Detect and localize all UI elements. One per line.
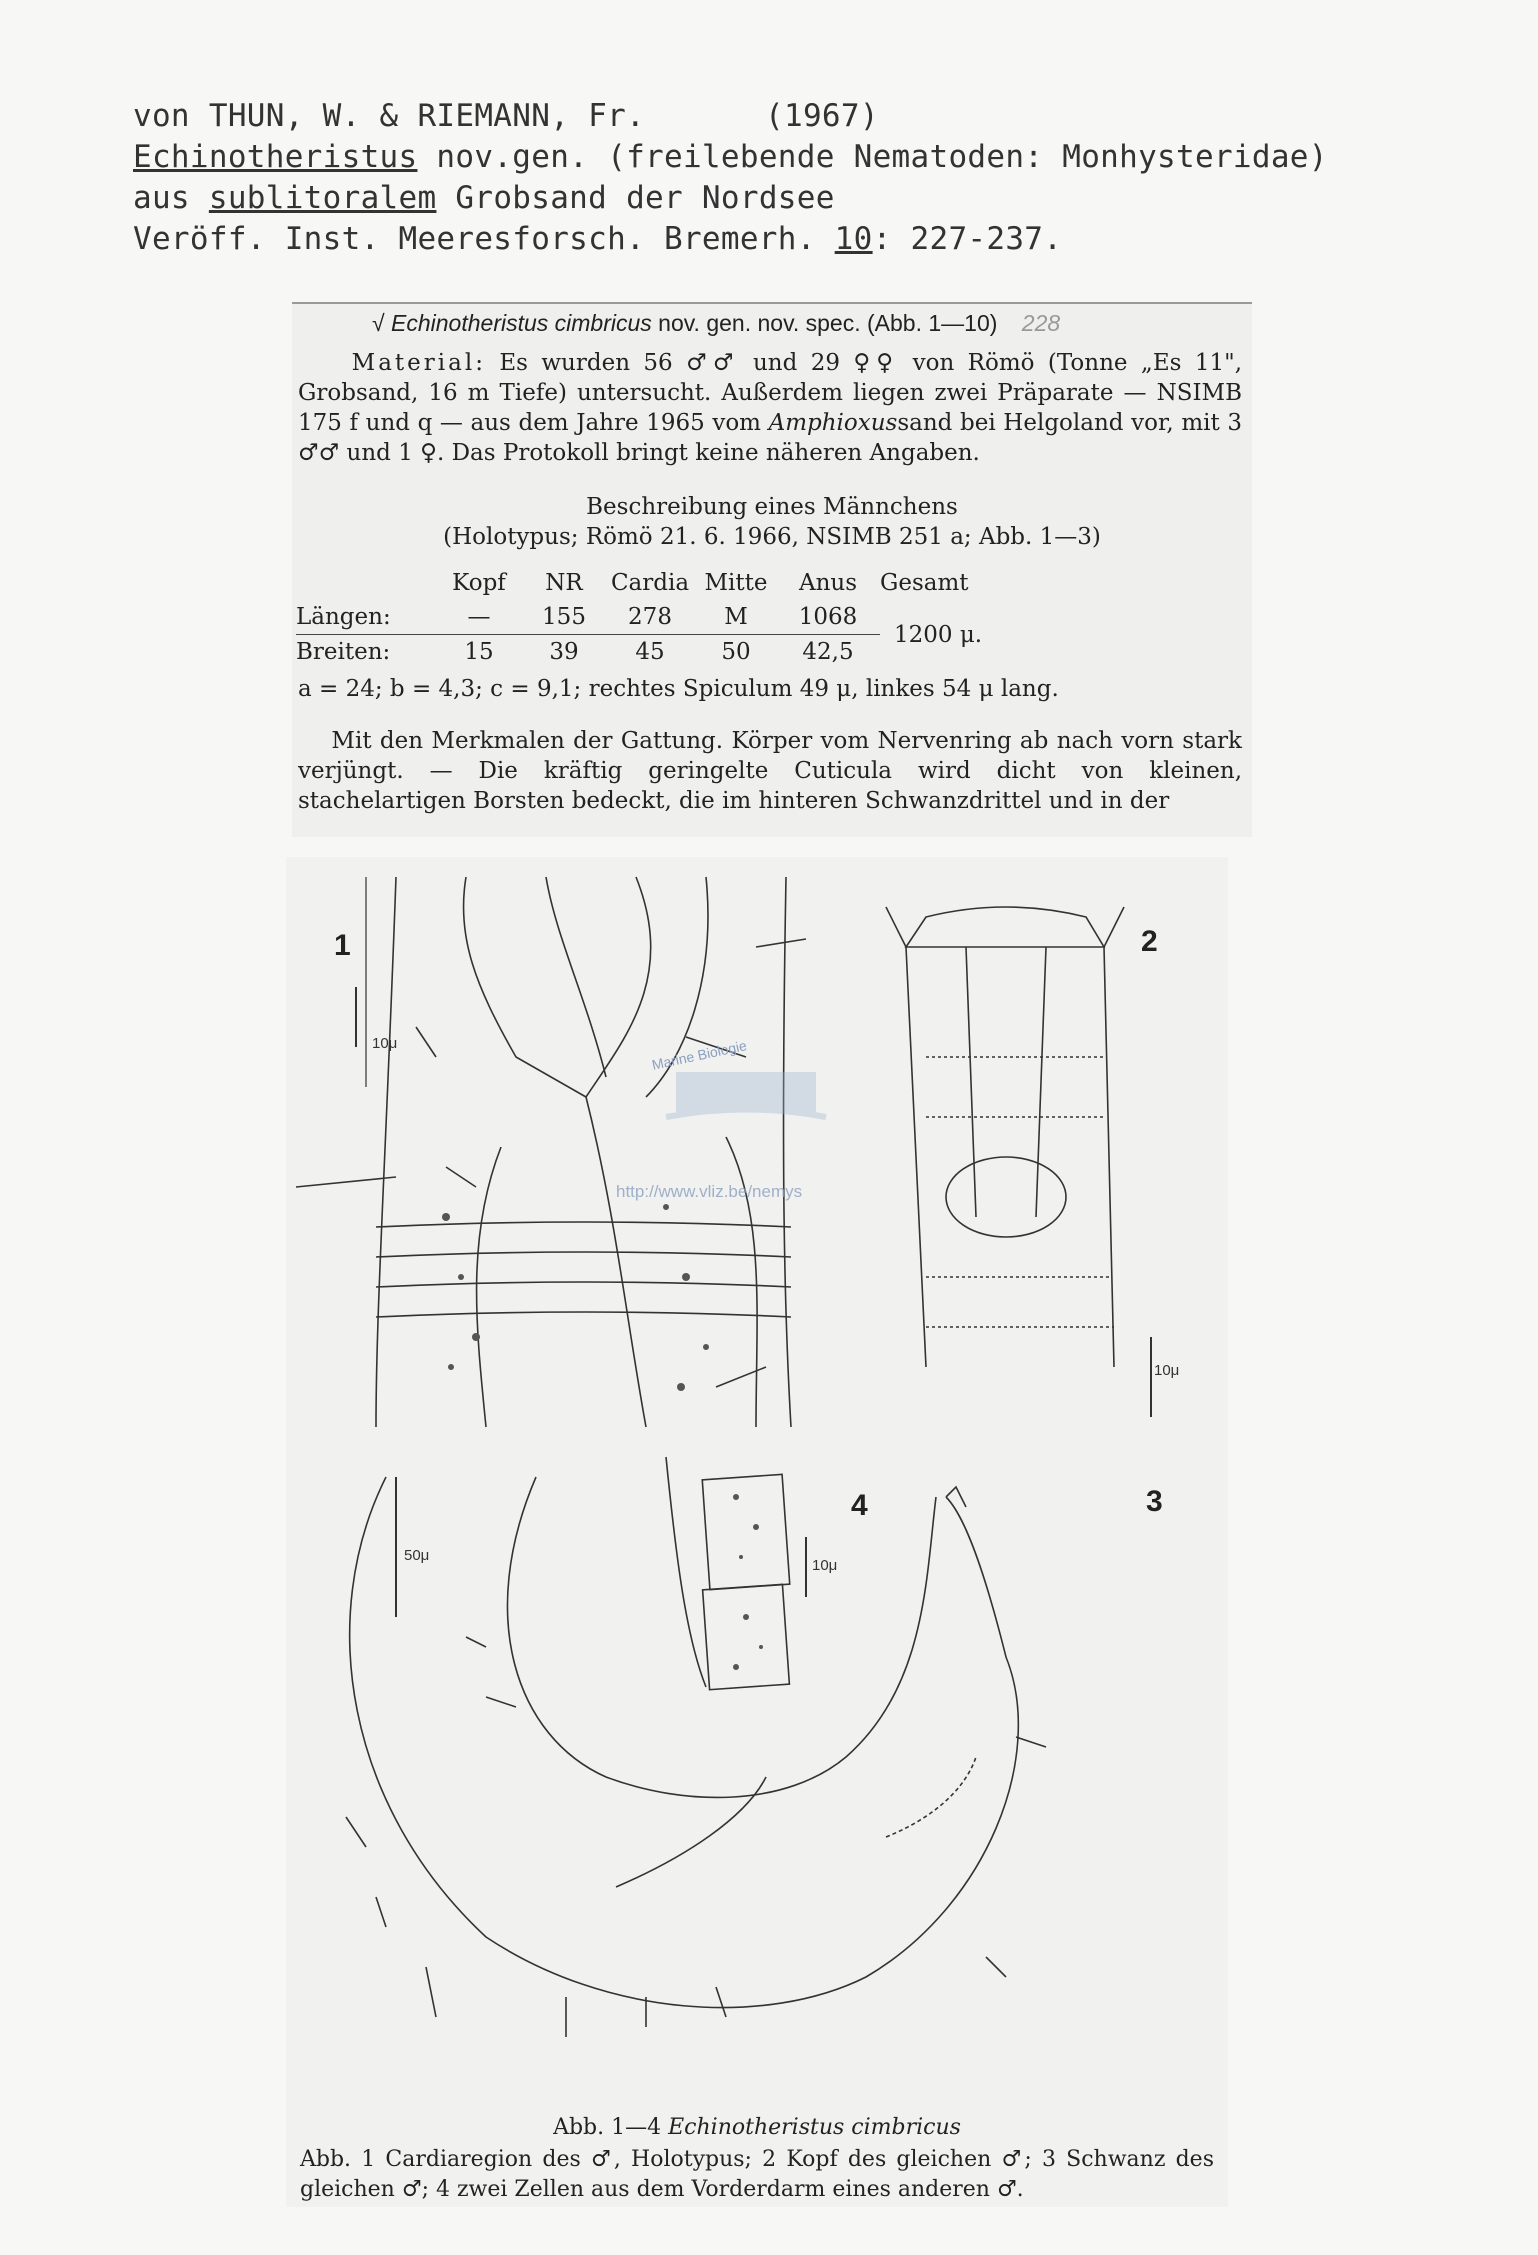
page-note: 228 <box>1021 310 1061 336</box>
line3-pre: aus <box>133 180 209 216</box>
figure-plate <box>286 857 1228 2207</box>
species-heading <box>372 308 1242 338</box>
description-title: Beschreibung eines Männchens <box>586 494 958 520</box>
reference-line-1 <box>133 96 1328 137</box>
header-anus: Anus <box>798 570 858 596</box>
figure-3-drawing <box>346 1477 1046 2037</box>
reference-line-2 <box>133 137 1328 178</box>
figure-2-drawing <box>886 907 1151 1417</box>
reference-header <box>133 96 1328 260</box>
figure-caption-title <box>300 2113 1214 2143</box>
header-nr: NR <box>545 570 583 596</box>
ratios-formula: a = 24; b = 4,3; c = 9,1; rechtes Spiculum 49 μ, linkes 54 μ lang. <box>298 676 1059 702</box>
description-subtitle: (Holotypus; Römö 21. 6. 1966, NSIMB 251 a; Abb. 1—3) <box>443 524 1101 550</box>
row-label: Breiten: <box>296 639 391 665</box>
scale-label-fig3: 50μ <box>404 1547 430 1564</box>
table-header-row <box>296 566 990 600</box>
header-cardia: Cardia <box>610 570 690 596</box>
table-cell: M <box>724 604 748 630</box>
table-cell: 1068 <box>798 604 858 630</box>
figure-label-4: 4 <box>851 1489 868 1522</box>
article-excerpt <box>292 302 1252 837</box>
line3-underlined: sublitoralem <box>208 180 437 216</box>
scale-label-fig2: 10μ <box>1154 1362 1180 1379</box>
scale-label-fig1: 10μ <box>372 1035 398 1052</box>
table-cell: 45 <box>635 639 665 665</box>
figure-4-drawing <box>666 1457 806 1690</box>
figure-label-3: 3 <box>1146 1485 1163 1518</box>
authors: von THUN, W. & RIEMANN, Fr. <box>133 98 646 134</box>
figure-1-drawing <box>296 877 806 1427</box>
measurement-table <box>296 566 990 669</box>
table-row <box>296 600 990 635</box>
table-cell: 39 <box>549 639 579 665</box>
caption-species: Echinotheristus cimbricus <box>668 2115 961 2140</box>
description-paragraph <box>298 726 1242 816</box>
header-kopf: Kopf <box>452 570 506 596</box>
caption-title: Abb. 1—4 <box>553 2115 669 2140</box>
watermark-text: Marine Biologie <box>650 1037 749 1073</box>
scale-label-fig4: 10μ <box>812 1557 838 1574</box>
total-length: 1200 μ. <box>894 621 983 648</box>
figure-label-2: 2 <box>1141 925 1158 958</box>
table-cell: 278 <box>628 604 672 630</box>
title-rest: nov.gen. (freilebende Nematoden: Monhysteridae) <box>417 139 1328 175</box>
table-cell: 155 <box>542 604 586 630</box>
volume: 10 <box>834 221 873 257</box>
reference-line-3 <box>133 178 1328 219</box>
year: (1967) <box>765 98 879 134</box>
genus-title: Echinotheristus <box>133 139 418 175</box>
figure-stippling <box>442 1204 763 1670</box>
description-text: Mit den Merkmalen der Gattung. Körper vom Nervenring ab nach vorn stark verjüngt. — Die kräftig geringelte Cuticula wird dicht von kleinen, stachelartigen Borsten bedeckt, die im hinteren Schwanzdrittel und in der <box>298 728 1242 814</box>
watermark-url: http://www.vliz.be/nemys <box>616 1182 803 1201</box>
check-mark: √ <box>372 310 385 336</box>
species-name: Echinotheristus cimbricus <box>391 310 652 336</box>
species-suffix: nov. gen. nov. spec. (Abb. 1—10) <box>651 310 998 336</box>
row-label: Längen: <box>296 604 391 630</box>
material-end: sand bei Helgoland vor, mit 3 ♂♂ und 1 ♀. Das Protokoll bringt keine näheren Angaben. <box>298 410 1242 466</box>
line3-post: Grobsand der Nordsee <box>436 180 835 216</box>
header-gesamt: Gesamt <box>880 570 969 596</box>
table-cell: 42,5 <box>802 639 854 665</box>
figure-caption-text: Abb. 1 Cardiaregion des ♂, Holotypus; 2 Kopf des gleichen ♂; 3 Schwanz des gleichen ♂; 4 zwei Zellen aus dem Vorderdarm eines anderen ♂. <box>300 2147 1214 2202</box>
table-cell: — <box>467 604 491 630</box>
pages: : 227-237. <box>872 221 1063 257</box>
header-mitte: Mitte <box>704 570 768 596</box>
figure-label-1: 1 <box>334 929 351 962</box>
top-rule <box>292 302 1252 304</box>
reference-line-4 <box>133 219 1328 260</box>
material-paragraph <box>298 348 1242 468</box>
table-cell: 50 <box>721 639 751 665</box>
material-label: Material: <box>351 350 486 376</box>
journal: Veröff. Inst. Meeresforsch. Bremerh. <box>133 221 835 257</box>
material-italic: Amphioxus <box>768 410 898 436</box>
material-text: Es wurden 56 ♂♂ und 29 ♀♀ von Römö (Tonne „Es 11", Grobsand, 16 m Tiefe) untersucht. Außerdem liegen zwei Präparate — NSIMB 175 f und q — aus dem Jahre 1965 vom <box>298 350 1243 436</box>
table-cell: 15 <box>464 639 494 665</box>
